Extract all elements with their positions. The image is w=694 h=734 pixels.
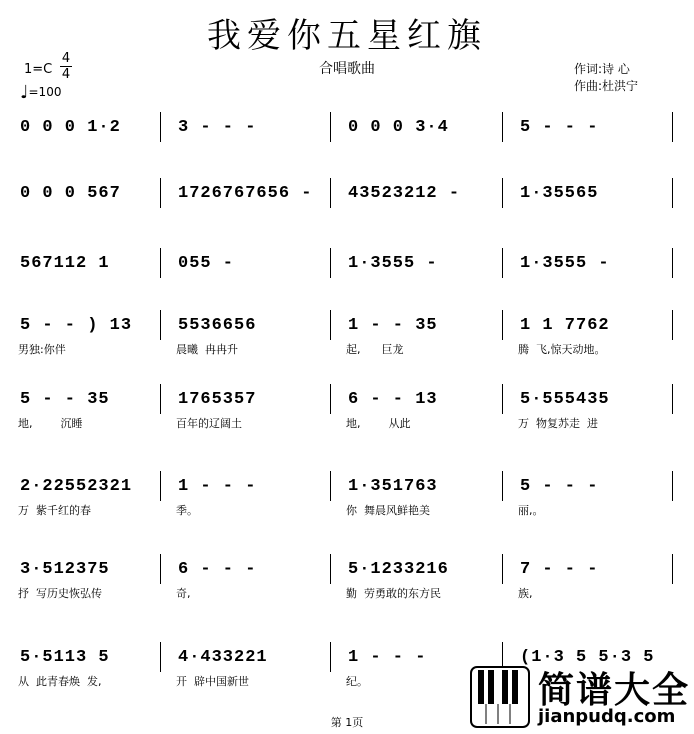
barline [502, 554, 503, 584]
measure-notation: 5·1233216 [348, 560, 449, 579]
lyric-line: 勤 劳勇敢的东方民 [346, 587, 441, 600]
time-signature-top: 4 [61, 51, 71, 66]
measure-notation: 3·512375 [20, 560, 110, 579]
measure-notation: 3 - - - [178, 118, 257, 137]
lyric-line: 丽,。 [518, 504, 544, 517]
measure-notation: 0 0 0 1·2 [20, 118, 121, 137]
barline [160, 554, 161, 584]
watermark-logo [466, 660, 694, 734]
measure-notation: 5 - - - [520, 118, 599, 137]
lyric-line: 季。 [176, 504, 198, 517]
lyricist-credit: 作词:诗 心 [574, 62, 630, 76]
barline [502, 471, 503, 501]
lyric-line: 从 此青春焕 发, [18, 675, 102, 688]
composer-credit: 作曲:杜洪宁 [574, 79, 639, 93]
barline [160, 642, 161, 672]
measure-notation: 6 - - - [178, 560, 257, 579]
measure-notation: 1 1 7762 [520, 316, 610, 335]
barline [160, 178, 161, 208]
quarter-note-icon: ♩ [20, 82, 29, 103]
barline [672, 112, 673, 142]
lyric-line: 万 物复苏走 进 [518, 417, 598, 430]
barline [330, 248, 331, 278]
measure-notation: (1·3 5 5·3 5 [520, 648, 655, 667]
lyric-line: 万 紫千红的春 [18, 504, 91, 517]
song-subtitle: 合唱歌曲 [319, 61, 375, 77]
measure-notation: 1·3555 - [520, 254, 610, 273]
barline [672, 310, 673, 340]
measure-notation: 1 - - - [348, 648, 427, 667]
barline [160, 471, 161, 501]
tempo-marking [20, 82, 61, 103]
lyric-line: 族, [518, 587, 533, 600]
lyric-line: 地, 沉睡 [18, 417, 83, 430]
barline [330, 112, 331, 142]
barline [160, 112, 161, 142]
barline [330, 384, 331, 414]
barline [160, 248, 161, 278]
lyric-line: 男独:你伴 [18, 343, 66, 356]
barline [502, 248, 503, 278]
barline [502, 310, 503, 340]
lyric-line: 开 辟中国新世 [176, 675, 249, 688]
song-title: 我爱你五星红旗 [207, 16, 487, 56]
measure-notation: 6 - - 13 [348, 390, 438, 409]
barline [502, 112, 503, 142]
measure-notation: 1·351763 [348, 477, 438, 496]
measure-notation: 5·5113 5 [20, 648, 110, 667]
watermark-name: 简谱大全 [538, 670, 691, 711]
measure-notation: 5 - - ) 13 [20, 316, 133, 335]
barline [330, 471, 331, 501]
barline [160, 310, 161, 340]
lyric-line: 奇, [176, 587, 191, 600]
measure-notation: 5 - - - [520, 477, 599, 496]
piano-keys-icon [470, 666, 530, 728]
measure-notation: 5536656 [178, 316, 257, 335]
barline [330, 642, 331, 672]
barline [672, 384, 673, 414]
measure-notation: 4·433221 [178, 648, 268, 667]
measure-notation: 567112 1 [20, 254, 110, 273]
measure-notation: 1·35565 [520, 184, 599, 203]
measure-notation: 1·3555 - [348, 254, 438, 273]
lyric-line: 抒 写历史恢弘传 [18, 587, 102, 600]
measure-notation: 5·555435 [520, 390, 610, 409]
measure-notation: 1 - - 35 [348, 316, 438, 335]
time-signature [60, 52, 72, 81]
lyric-line: 纪。 [346, 675, 368, 688]
barline [330, 554, 331, 584]
barline [672, 471, 673, 501]
barline [160, 384, 161, 414]
measure-notation: 2·22552321 [20, 477, 133, 496]
barline [672, 248, 673, 278]
tempo-value: =100 [28, 85, 62, 99]
lyric-line: 你 舞晨风鲜艳美 [346, 504, 430, 517]
lyric-line: 腾 飞,惊天动地。 [518, 343, 606, 356]
page-number: 第 1页 [330, 716, 364, 729]
measure-notation: 055 - [178, 254, 235, 273]
barline [502, 384, 503, 414]
lyric-line: 地, 从此 [346, 417, 411, 430]
key-signature: 1=C [24, 62, 53, 77]
measure-notation: 0 0 0 567 [20, 184, 121, 203]
lyric-line: 晨曦 冉冉升 [176, 343, 238, 356]
measure-notation: 1726767656 - [178, 184, 313, 203]
measure-notation: 1 - - - [178, 477, 257, 496]
measure-notation: 7 - - - [520, 560, 599, 579]
measure-notation: 0 0 0 3·4 [348, 118, 449, 137]
measure-notation: 1765357 [178, 390, 257, 409]
barline [672, 178, 673, 208]
watermark-url: jianpudq.com [538, 706, 676, 727]
barline [330, 178, 331, 208]
barline [672, 554, 673, 584]
lyric-line: 起, 巨龙 [346, 343, 404, 356]
barline [502, 178, 503, 208]
lyric-line: 百年的辽阔土 [176, 417, 242, 430]
measure-notation: 43523212 - [348, 184, 461, 203]
time-signature-bottom: 4 [61, 67, 71, 82]
barline [330, 310, 331, 340]
measure-notation: 5 - - 35 [20, 390, 110, 409]
